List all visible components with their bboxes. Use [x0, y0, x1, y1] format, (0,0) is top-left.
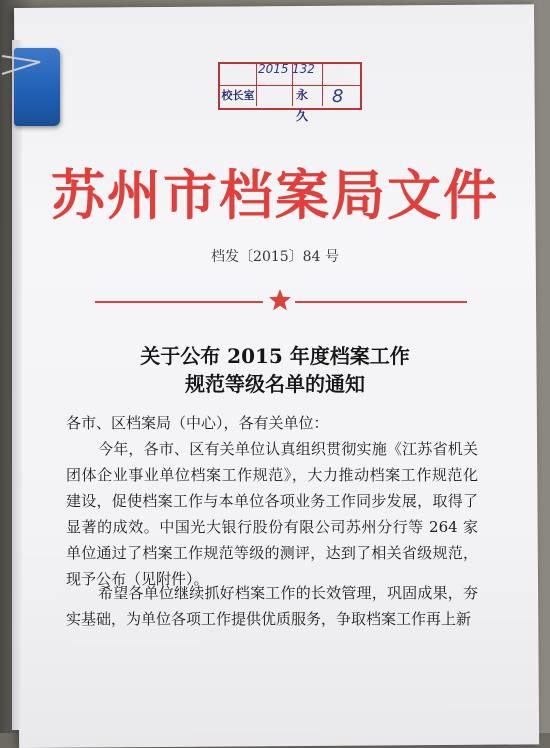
- stamp-cell: [256, 85, 312, 123]
- stamp-cell: [292, 85, 323, 106]
- body-paragraph-2: 希望各单位继续抓好档案工作的长效管理，巩固成果，夯实基础，为单位各项工作提供优质服务，争取档案工作再上新: [66, 584, 478, 628]
- document-number: 档发〔2015〕84 号: [211, 249, 339, 265]
- stamp-retention: 永久: [296, 88, 312, 123]
- body-paragraph-1: 今年，各市、区有关单位认真组织贯彻实施《江苏省机关团体企业事业单位档案工作规范》，大力推动档案工作规范化建设，促使档案工作与本单位各项业务工作同步发展，取得了显著的成效。中国光大银行股份有限公司苏州分行等 264 家单位通过了档案工作规范等级的测评，达到了相关省级规范，现予公布（见附件）。: [66, 440, 478, 588]
- stamp-label: 校长室: [221, 89, 255, 102]
- notice-title-line2: 规范等级名单的通知: [185, 372, 365, 396]
- red-rule-right: [295, 301, 467, 303]
- stamp-row-top: [220, 64, 360, 86]
- star-icon: [268, 288, 292, 312]
- notice-title-line1: 关于公布 2015 年度档案工作: [140, 344, 410, 368]
- stamp-page: 8: [332, 86, 344, 107]
- document-header-title: 苏州市档案局文件: [51, 163, 499, 227]
- stamp-year: 2015: [258, 62, 289, 76]
- stamp-cell: [220, 85, 257, 106]
- binder-clip-wire: [0, 52, 60, 78]
- stamp-cell: [322, 64, 360, 85]
- red-rule-left: [95, 301, 263, 303]
- addressee: 各市、区档案局（中心），各有关单位：: [66, 414, 329, 432]
- stamp-cell: [220, 64, 257, 85]
- stamp-number: 132: [292, 62, 315, 76]
- receipt-stamp: [218, 62, 362, 123]
